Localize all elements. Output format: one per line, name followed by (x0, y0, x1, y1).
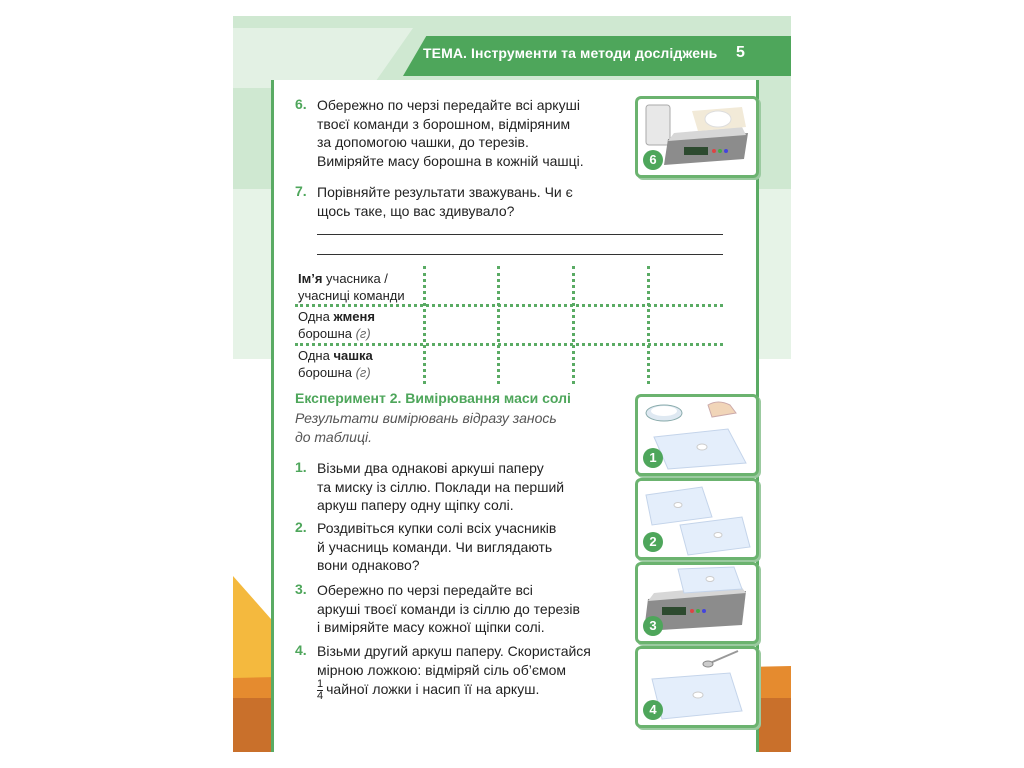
table-column-divider (497, 266, 500, 384)
step-line: і виміряйте масу кожної щіпки солі. (317, 619, 545, 635)
label-text: борошна (298, 326, 356, 341)
step7-text (317, 183, 573, 220)
step-line-end: чайної ложки і насип її на аркуш. (326, 681, 540, 698)
step-line: аркуші твоєї команди із сіллю до терезів (317, 600, 580, 617)
step-line: аркуш паперу одну щіпку солі. (317, 497, 514, 513)
exp-step3-number: 3. (295, 581, 307, 597)
label-text: учасниці команди (298, 288, 405, 303)
unit-label: (г) (355, 326, 371, 341)
textbook-page (233, 16, 791, 752)
table-row-handful-label (298, 308, 375, 342)
table-divider (295, 343, 723, 346)
table-divider (295, 304, 723, 307)
step-line: Роздивіться купки солі всіх учасників (317, 520, 557, 536)
label-bold: Ім’я (298, 271, 323, 286)
label-text: Одна (298, 348, 334, 363)
label-text: борошна (298, 365, 356, 380)
fraction-denominator: 4 (317, 690, 324, 702)
step7-line: щось таке, що вас здивувало? (317, 202, 515, 219)
step-line (317, 679, 591, 702)
subtitle-line: Результати вимірювань відразу занось (295, 410, 557, 426)
illustration-3 (635, 562, 759, 644)
experiment-title: Експеримент 2. Вимірювання маси солі (295, 390, 571, 406)
step-line: Візьми два однакові аркуші паперу (317, 460, 544, 476)
label-text: Одна (298, 309, 334, 324)
step7-number: 7. (295, 183, 307, 199)
illustration-1 (635, 394, 759, 476)
table-column-divider (423, 266, 426, 384)
experiment-subtitle (295, 409, 575, 446)
exp-step4-text (317, 642, 591, 702)
topic-title: ТЕМА. Інструменти та методи досліджень (423, 45, 718, 61)
fraction (317, 679, 323, 702)
step-line: Обережно по черзі передайте всі (317, 582, 533, 598)
step-line: й учасниць команди. Чи виглядають (317, 538, 553, 555)
table-column-divider (647, 266, 650, 384)
step6-number: 6. (295, 96, 307, 112)
step6-line: Обережно по черзі передайте всі аркуші (317, 97, 580, 113)
step6-line: за допомогою чашки, до терезів. (317, 134, 529, 150)
page-number: 5 (736, 44, 745, 61)
step-line: вони однаково? (317, 557, 420, 573)
label-bold: жменя (333, 309, 375, 324)
fraction-numerator: 1 (317, 678, 324, 690)
exp-step1-text (317, 459, 564, 515)
answer-line (317, 254, 723, 255)
illustration-badge: 1 (643, 448, 663, 468)
illustration-4 (635, 646, 759, 728)
illustration-badge: 3 (643, 616, 663, 636)
label-text: учасника / (322, 271, 388, 286)
exp-step4-number: 4. (295, 642, 307, 658)
exp-step3-text (317, 581, 580, 637)
exp-step2-text (317, 519, 556, 575)
table-row-name-label (298, 270, 405, 304)
illustration-badge: 2 (643, 532, 663, 552)
step7-line: Порівняйте результати зважувань. Чи є (317, 184, 573, 200)
step6-line: Виміряйте масу борошна в кожній чашці. (317, 152, 584, 169)
step-line: та миску із сіллю. Поклади на перший (317, 478, 565, 495)
answer-line (317, 234, 723, 235)
table-column-divider (572, 266, 575, 384)
illustration-2 (635, 478, 759, 560)
step6-text (317, 96, 584, 170)
unit-label: (г) (355, 365, 371, 380)
illustration-6 (635, 96, 759, 178)
exp-step1-number: 1. (295, 459, 307, 475)
step6-line: твоєї команди з борошном, відміряним (317, 115, 571, 132)
table-row-cup-label (298, 347, 373, 381)
step-line: Візьми другий аркуш паперу. Скористайся (317, 643, 591, 659)
illustration-badge: 4 (643, 700, 663, 720)
illustration-badge: 6 (643, 150, 663, 170)
exp-step2-number: 2. (295, 519, 307, 535)
subtitle-line: до таблиці. (295, 428, 372, 445)
label-bold: чашка (333, 348, 373, 363)
step-line: мірною ложкою: відміряй сіль об’ємом (317, 661, 567, 678)
